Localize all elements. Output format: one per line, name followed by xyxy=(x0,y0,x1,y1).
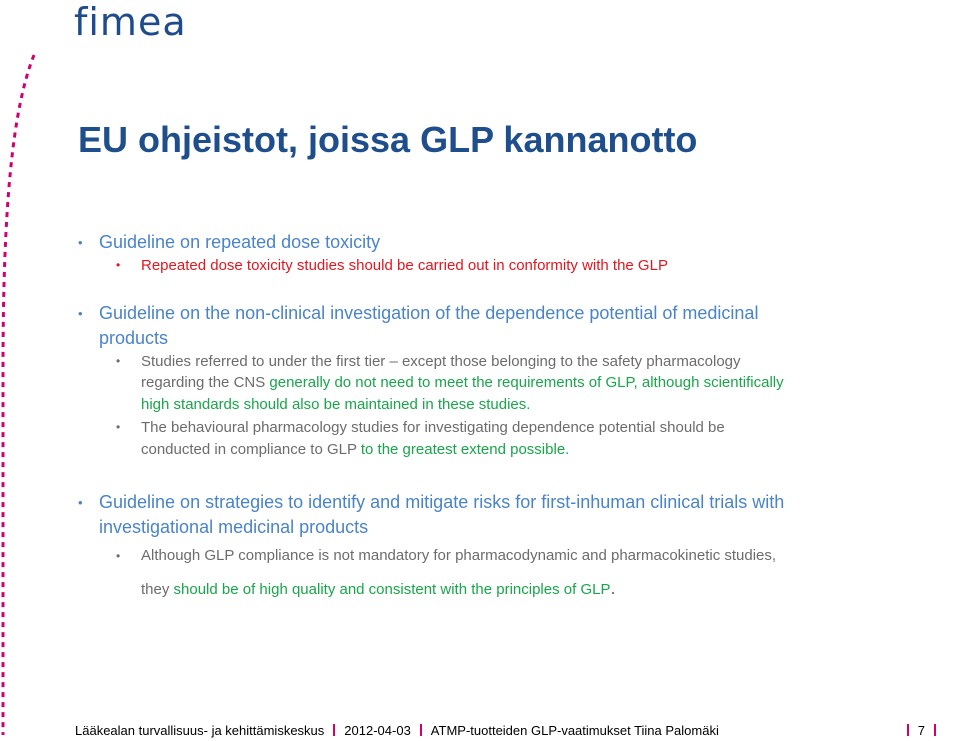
heading-line: Guideline on strategies to identify and mitigate risks for first-inhuman clinical trials with xyxy=(99,492,785,512)
item-text: Studies referred to under the first tier – except those belonging to the safety pharmacology xyxy=(141,352,741,370)
item-text: The behavioural pharmacology studies for investigating dependence potential should be xyxy=(141,419,725,436)
bullet-icon: • xyxy=(116,258,121,272)
item-text: conducted in compliance to GLP xyxy=(141,440,361,458)
heading-line: products xyxy=(99,327,169,348)
heading-text: Guideline on repeated dose toxicity xyxy=(99,232,381,252)
footer-page-number-group xyxy=(898,721,945,741)
bullet-icon: • xyxy=(116,549,121,563)
bullet-icon: • xyxy=(78,495,83,510)
bullet-icon: • xyxy=(116,353,121,368)
item-text: . xyxy=(610,578,616,598)
footer-organization: Lääkealan turvallisuus- ja kehittämiskeskus xyxy=(75,723,325,738)
section-heading-dependence-potential xyxy=(78,301,938,351)
fimea-logo: fimea xyxy=(74,0,187,44)
heading-line: Guideline on the non-clinical investigation of the dependence potential of medicinal xyxy=(99,302,759,323)
item-text: Repeated dose toxicity studies should be carried out in conformity with the GLP xyxy=(141,257,668,274)
footer-presentation: ATMP-tuotteiden GLP-vaatimukset Tiina Palomäki xyxy=(430,723,719,738)
heading-line: investigational medicinal products xyxy=(99,517,369,537)
item-text: Although GLP compliance is not mandatory for pharmacodynamic and pharmacokinetic studies, xyxy=(141,547,777,564)
item-highlight: should be of high quality and consistent with the principles of GLP xyxy=(173,581,611,598)
section-heading-repeated-dose xyxy=(78,230,938,255)
footer xyxy=(75,721,955,741)
slide-content xyxy=(78,230,938,606)
footer-page-number: 7 xyxy=(917,723,925,738)
list-item-repeated-dose xyxy=(78,255,938,277)
footer-separator xyxy=(420,724,422,736)
list-item-behavioural xyxy=(78,417,938,460)
footer-separator xyxy=(907,724,909,736)
slide-title: EU ohjeistot, joissa GLP kannanotto xyxy=(78,119,698,160)
list-item-first-tier xyxy=(78,351,938,416)
item-highlight: generally do not need to meet the requirements of GLP, although scientifically xyxy=(269,374,784,391)
list-item-glp-compliance xyxy=(78,540,938,606)
dotted-arc-decoration xyxy=(0,0,40,741)
footer-separator xyxy=(934,724,936,736)
item-highlight: high standards should also be maintained in these studies. xyxy=(141,395,531,413)
footer-date: 2012-04-03 xyxy=(344,723,411,738)
bullet-icon: • xyxy=(116,420,121,434)
item-text: they xyxy=(141,581,174,598)
bullet-icon: • xyxy=(78,305,83,321)
item-highlight: to the greatest extend possible. xyxy=(360,440,570,458)
footer-separator xyxy=(333,724,335,736)
item-text: regarding the CNS xyxy=(141,374,270,391)
section-heading-first-in-human xyxy=(78,490,938,540)
bullet-icon: • xyxy=(78,235,83,250)
